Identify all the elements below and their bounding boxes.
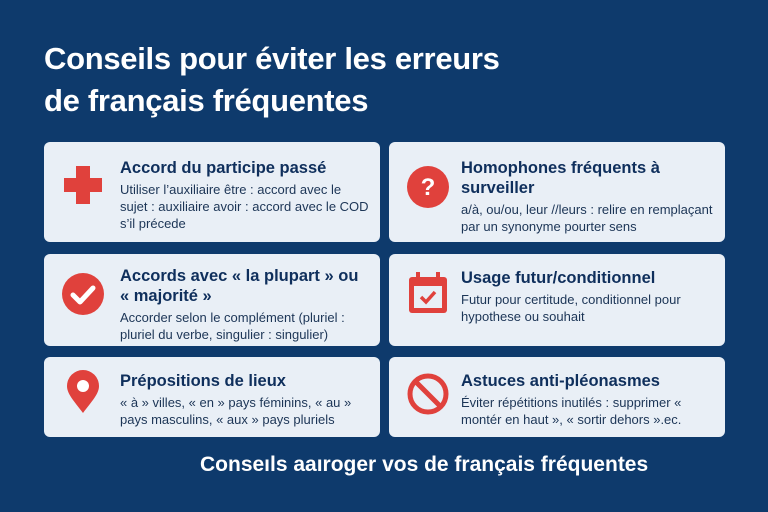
calendar-check-icon bbox=[405, 270, 451, 316]
card-homophones bbox=[389, 142, 725, 242]
plus-icon bbox=[60, 162, 106, 208]
card-prepositions bbox=[44, 357, 380, 437]
card-heading: Prépositions de lieux bbox=[120, 372, 286, 390]
prohibited-icon bbox=[405, 371, 451, 417]
svg-text:?: ? bbox=[420, 174, 436, 201]
footer-caption: Conseıls aaıroger vos de français fréquentes bbox=[200, 453, 649, 476]
card-heading: Accord du participe passé bbox=[120, 159, 327, 177]
card-futur-conditionnel bbox=[389, 254, 725, 346]
card-body: Utiliser l’auxiliaire être : accord avec le sujet : auxiliaire avoir : accord avec le COD s’il précede bbox=[120, 182, 369, 231]
card-body: Accorder selon le complément (pluriel : pluriel du verbe, singulier : singulier) bbox=[120, 310, 345, 342]
card-participe-passe bbox=[44, 142, 380, 242]
check-circle-icon bbox=[60, 271, 106, 317]
card-body: a/à, ou/ou, leur //leurs : relire en remplaçant par un synonyme pourter sens bbox=[461, 202, 713, 234]
card-heading: Homophones fréquents à surveiller bbox=[461, 159, 660, 197]
card-la-plupart bbox=[44, 254, 380, 346]
card-body: Futur pour certitude, conditionnel pour hypothese ou souhait bbox=[461, 292, 681, 324]
title-line-2: de français fréquentes bbox=[44, 83, 369, 118]
card-heading: Usage futur/conditionnel bbox=[461, 269, 656, 287]
page-title bbox=[44, 38, 500, 122]
title-line-1: Conseils pour éviter les erreurs bbox=[44, 41, 500, 76]
question-icon bbox=[405, 164, 451, 210]
card-heading: Astuces anti-pléonasmes bbox=[461, 372, 660, 390]
card-body: « à » villes, « en » pays féminins, « au » pays masculins, « aux » pays pluriels bbox=[120, 395, 352, 427]
card-pleonasmes bbox=[389, 357, 725, 437]
card-heading: Accords avec « la plupart » ou « majorité » bbox=[120, 267, 359, 305]
card-body: Éviter répétitions inutilés : supprimer « montér en haut », « sortir dehors ».ec. bbox=[461, 395, 682, 427]
map-pin-icon bbox=[60, 369, 106, 415]
